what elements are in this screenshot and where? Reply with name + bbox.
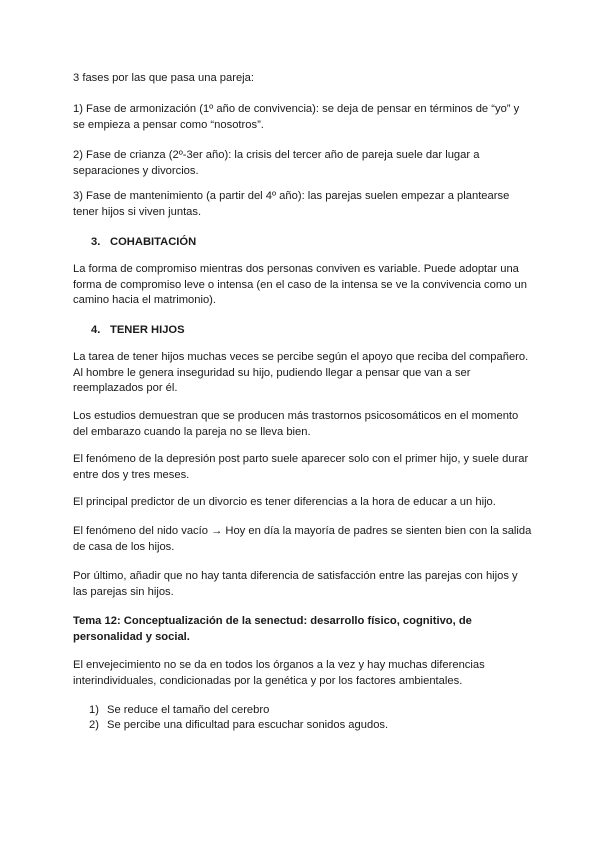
section-3-number: 3. — [91, 236, 101, 248]
list-item-number: 1) — [89, 704, 99, 716]
section-4-paragraph: El principal predictor de un divorcio es tener diferencias a la hora de educar a un hijo. — [73, 496, 496, 508]
phase-3-text: 3) Fase de mantenimiento (a partir del 4º año): las parejas suelen empezar a plantearse tener hijos si viven juntas. — [73, 190, 510, 218]
section-4-paragraph: Por último, añadir que no hay tanta diferencia de satisfacción entre las parejas con hijos y las parejas sin hijos. — [73, 570, 518, 598]
section-4-title: TENER HIJOS — [110, 324, 185, 336]
intro-text: 3 fases por las que pasa una pareja: — [73, 72, 254, 84]
phase-1-text: 1) Fase de armonización (1º año de convivencia): se deja de pensar en términos de “yo” y se empieza a pensar como “nosotros”. — [73, 103, 520, 131]
section-4-paragraph: La tarea de tener hijos muchas veces se percibe según el apoyo que reciba del compañero. Al hombre le genera inseguridad su hijo, pudiendo llegar a pensar que van a ser reemplazados por él. — [73, 351, 529, 394]
list-item-text: Se percibe una dificultad para escuchar sonidos agudos. — [107, 719, 389, 731]
section-4-paragraph: El fenómeno de la depresión post parto suele aparecer solo con el primer hijo, y suele durar entre dos y tres meses. — [73, 453, 529, 481]
section-3-heading — [91, 235, 196, 251]
list-item — [89, 703, 529, 719]
section-4-heading — [91, 323, 185, 339]
phase-2-text: 2) Fase de crianza (2º-3er año): la crisis del tercer año de pareja suele dar lugar a separaciones y divorcios. — [73, 149, 480, 177]
section-3-text: La forma de compromiso mientras dos personas conviven es variable. Puede adoptar una forma de compromiso leve o intensa (en el caso de la intensa se ve la convivencia como un camino hacia el matrimonio). — [73, 263, 527, 306]
section-3-title: COHABITACIÓN — [110, 236, 197, 248]
list-item — [89, 718, 529, 734]
section-4-paragraph: El fenómeno del nido vacío → Hoy en día la mayoría de padres se sienten bien con la salida de casa de los hijos. — [73, 525, 532, 553]
list-item-number: 2) — [89, 719, 99, 731]
list-item-text: Se reduce el tamaño del cerebro — [107, 704, 270, 716]
tema-12-text: El envejecimiento no se da en todos los órganos a la vez y hay muchas diferencias interindividuales, condicionadas por la genética y por los factores ambientales. — [73, 659, 485, 687]
section-4-number: 4. — [91, 324, 101, 336]
section-4-paragraph: Los estudios demuestran que se producen más trastornos psicosomáticos en el momento del embarazo cuando la pareja no se lleva bien. — [73, 410, 519, 438]
tema-12-title: Tema 12: Conceptualización de la senectud: desarrollo físico, cognitivo, de personalidad y social. — [73, 615, 472, 643]
